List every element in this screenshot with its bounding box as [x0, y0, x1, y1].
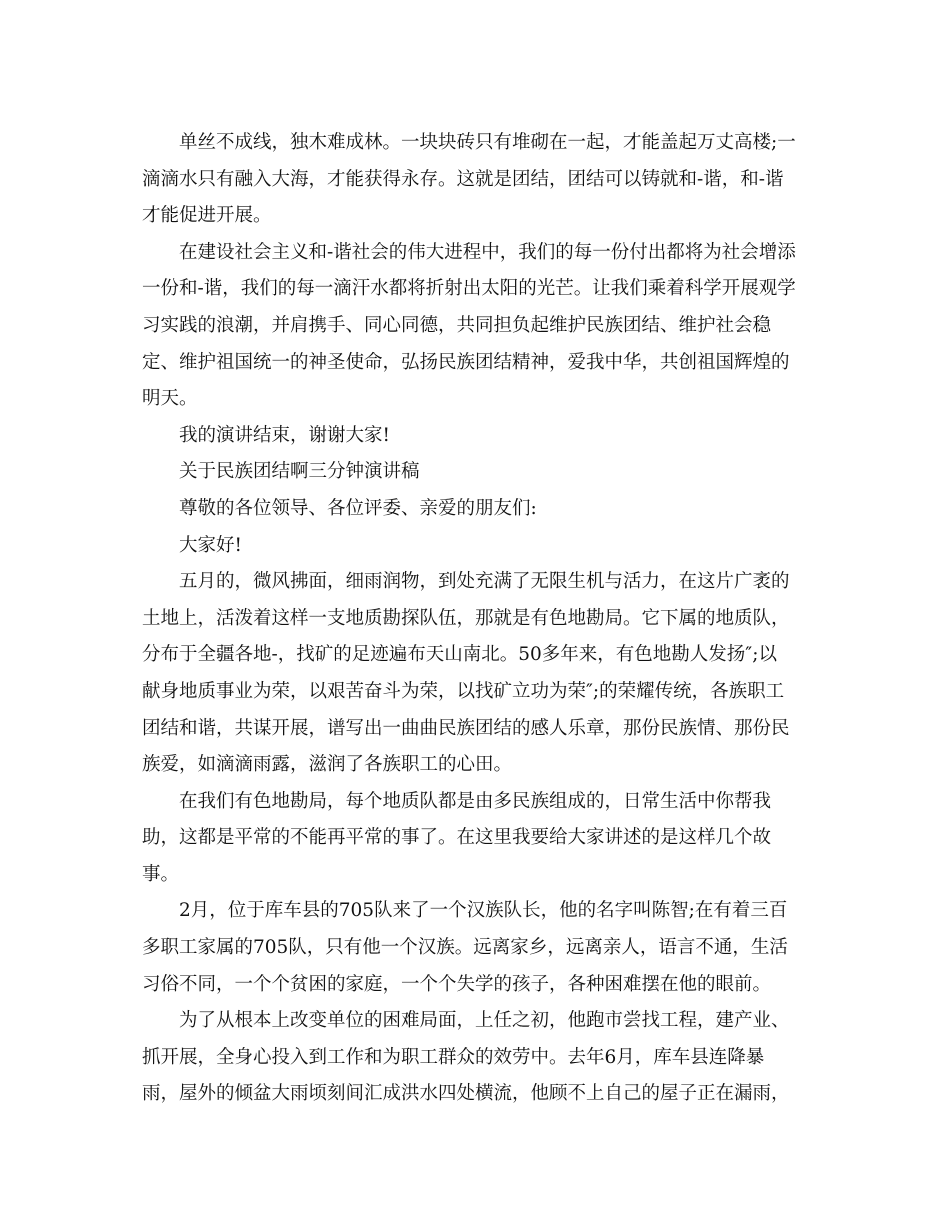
text-line: 习俗不同，一个个贫困的家庭，一个个失学的孩子，各种困难摆在他的眼前。	[142, 973, 772, 995]
text-line: 事。	[142, 863, 180, 885]
text-line: 我的演讲结束，谢谢大家!	[179, 424, 390, 446]
text-line: 雨，屋外的倾盆大雨顷刻间汇成洪水四处横流，他顾不上自己的屋子正在漏雨，	[142, 1083, 790, 1105]
text-line: 助，这都是平常的不能再平常的事了。在这里我要给大家讲述的是这样几个故	[142, 827, 772, 849]
text-line: 族爱，如滴滴雨露，滋润了各族职工的心田。	[142, 754, 513, 776]
text-line: 习实践的浪潮，并肩携手、同心同德，共同担负起维护民族团结、维护社会稳	[142, 314, 772, 336]
text-line: 在建设社会主义和-谐社会的伟大进程中，我们的每一份付出都将为社会增添	[179, 241, 796, 263]
text-line: 明天。	[142, 388, 198, 410]
text-line: 一份和-谐，我们的每一滴汗水都将折射出太阳的光芒。让我们乘着科学开展观学	[142, 278, 796, 300]
text-line: 在我们有色地勘局，每个地质队都是由多民族组成的，日常生活中你帮我	[179, 790, 772, 812]
section-title: 关于民族团结啊三分钟演讲稿	[179, 461, 420, 483]
document-body	[142, 125, 810, 1113]
text-line: 滴滴水只有融入大海，才能获得永存。这就是团结，团结可以铸就和-谐，和-谐	[142, 168, 784, 190]
text-line: 五月的，微风拂面，细雨润物，到处充满了无限生机与活力，在这片广袤的	[179, 571, 790, 593]
text-line: 土地上，活泼着这样一支地质勘探队伍，那就是有色地勘局。它下属的地质队，	[142, 607, 790, 629]
text-line: 分布于全疆各地-，找矿的足迹遍布天山南北。50多年来，有色地勘人发扬″;以	[142, 644, 777, 666]
salutation: 尊敬的各位领导、各位评委、亲爱的朋友们:	[179, 497, 537, 519]
text-line: 为了从根本上改变单位的困难局面，上任之初，他跑市尝找工程，建产业、	[179, 1010, 790, 1032]
text-line: 才能促进开展。	[142, 205, 272, 227]
text-line: 团结和谐，共谋开展，谱写出一曲曲民族团结的感人乐章，那份民族情、那份民	[142, 717, 790, 739]
text-line: 定、维护祖国统一的神圣使命，弘扬民族团结精神，爱我中华，共创祖国辉煌的	[142, 351, 790, 373]
text-line: 多职工家属的705队，只有他一个汉族。远离家乡，远离亲人，语言不通，生活	[142, 937, 788, 959]
text-line: 献身地质事业为荣，以艰苦奋斗为荣，以找矿立功为荣″;的荣耀传统，各族职工	[142, 680, 785, 702]
greeting: 大家好!	[179, 534, 242, 556]
text-line: 抓开展，全身心投入到工作和为职工群众的效劳中。去年6月，库车县连降暴	[142, 1046, 765, 1068]
text-line: 单丝不成线，独木难成林。一块块砖只有堆砌在一起，才能盖起万丈高楼;一	[179, 132, 796, 153]
text-line: 2月，位于库车县的705队来了一个汉族队长，他的名字叫陈智;在有着三百	[179, 900, 788, 922]
